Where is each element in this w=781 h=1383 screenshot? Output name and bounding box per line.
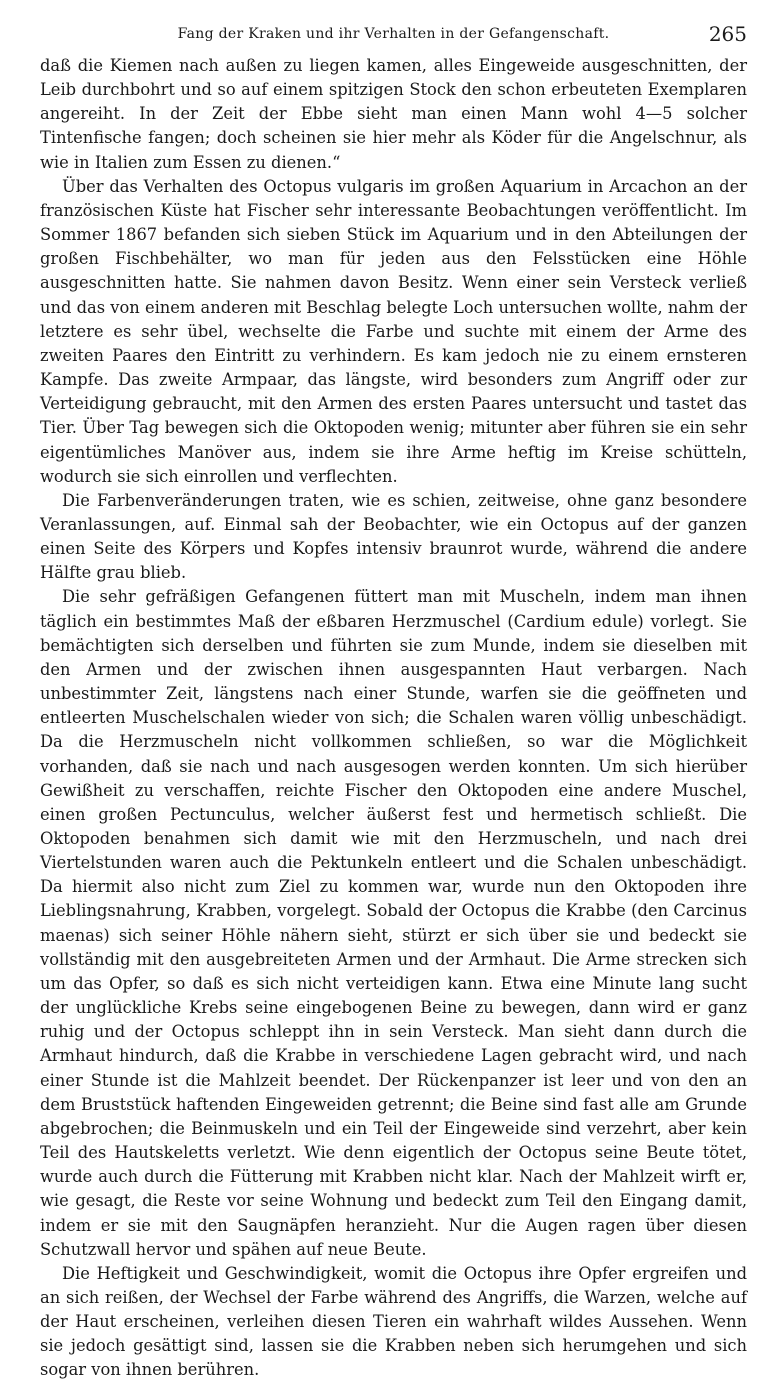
page-header [40,22,747,48]
paragraph-feeding: Die sehr gefräßigen Gefangenen füttert man mit Muscheln, indem man ihnen täglich ein bestimmtes Maß der eßbaren Herzmuschel (Cardium edule) vorlegt. Sie bemächtigten sich derselben und führten sie zum Munde, indem sie dieselben mit den Armen und der zwischen ihnen ausgespannten Haut verbargen. Nach unbestimmter Zeit, längstens nach einer Stunde, warfen sie die geöffneten und entleerten Muschelschalen wieder von sich; die Schalen waren völlig unbeschädigt. Da die Herzmuscheln nicht vollkommen schließen, so war die Möglichkeit vorhanden, daß sie nach und nach ausgesogen werden konnten. Um sich hierüber Gewißheit zu verschaffen, reichte Fischer den Oktopoden eine andere Muschel, einen großen Pectunculus, welcher äußerst fest und hermetisch schließt. Die Oktopoden benahmen sich damit wie mit den Herzmuscheln, und nach drei Viertelstunden waren auch die Pektunkeln entleert und die Schalen unbeschädigt. Da hiermit also nicht zum Ziel zu kommen war, wurde nun den Oktopoden ihre Lieblingsnahrung, Krabben, vorgelegt. Sobald der Octopus die Krabbe (den Carcinus maenas) sich seiner Höhle nähern sieht, stürzt er sich über sie und bedeckt sie vollständig mit den ausgebreiteten Armen und der Armhaut. Die Arme strecken sich um das Opfer, so daß es sich nicht verteidigen kann. Etwa eine Minute lang sucht der unglückliche Krebs seine eingebogenen Beine zu bewegen, dann wird er ganz ruhig und der Octopus schleppt ihn in sein Versteck. Man sieht dann durch die Armhaut hindurch, daß die Krabbe in verschiedene Lagen gebracht wird, und nach einer Stunde ist die Mahlzeit beendet. Der Rückenpanzer ist leer und von den an dem Bruststück haftenden Eingeweiden getrennt; die Beine sind fast alle am Grunde abgebrochen; die Beinmuskeln und ein Teil der Eingeweide sind verzehrt, aber kein Teil des Hautskeletts verletzt. Wie denn eigentlich der Octopus seine Beute tötet, wurde auch durch die Fütterung mit Krabben nicht klar. Nach der Mahlzeit wirft er, wie gesagt, die Reste vor seine Wohnung und bedeckt zum Teil den Eingang damit, indem er sie mit den Saugnäpfen heranzieht. Nur die Augen ragen über diesen Schutzwall hervor und spähen auf neue Beute. [40,587,747,1259]
paragraph-aquarium-behavior: Über das Verhalten des Octopus vulgaris im großen Aquarium in Arcachon an der französischen Küste hat Fischer sehr interessante Beobachtungen veröffentlicht. Im Sommer 1867 befanden sich sieben Stück im Aquarium und in den Abteilungen der großen Fischbehälter, wo man für jeden aus den Felsstücken eine Höhle ausgeschnitten hatte. Sie nahmen davon Besitz. Wenn einer sein Versteck verließ und das von einem anderen mit Beschlag belegte Loch untersuchen wollte, nahm der letztere es sehr übel, wechselte die Farbe und suchte mit einem der Arme des zweiten Paares den Eintritt zu verhindern. Es kam jedoch nie zu einem ernsteren Kampfe. Das zweite Armpaar, das längste, wird besonders zum Angriff oder zur Verteidigung gebraucht, mit den Armen des ersten Paares untersucht und tastet das Tier. Über Tag bewegen sich die Oktopoden wenig; mitunter aber führen sie ein sehr eigentümliches Manöver aus, indem sie ihre Arme heftig im Kreise schütteln, wodurch sie sich einrollen und verflechten. [40,176,747,486]
running-title: Fang der Kraken und ihr Verhalten in der Gefangenschaft. [177,26,610,42]
paragraph-continuation: daß die Kiemen nach außen zu liegen kamen, alles Eingeweide ausgeschnitten, der Leib durchbohrt und so auf einem spitzigen Stock den schon erbeuteten Exemplaren angereiht. In der Zeit der Ebbe sieht man einen Mann wohl 4—5 solcher Tintenfische fangen; doch scheinen sie hier mehr als Köder für die Angelschnur, als wie in Italien zum Essen zu dienen.“ [40,56,747,172]
paragraph-ferocity: Die Heftigkeit und Geschwindigkeit, womit die Octopus ihre Opfer ergreifen und an sich reißen, der Wechsel der Farbe während des Angriffs, die Warzen, welche auf der Haut erscheinen, verleihen diesen Tieren ein wahrhaft wildes Aussehen. Wenn sie jedoch gesättigt sind, lassen sie die Krabben neben sich herumgehen und sich sogar von ihnen berühren. [40,1263,747,1380]
paragraph-color-changes: Die Farbenveränderungen traten, wie es schien, zeitweise, ohne ganz besondere Veranlassungen, auf. Einmal sah der Beobachter, wie ein Octopus auf der ganzen einen Seite des Körpers und Kopfes intensiv braunrot wurde, während die andere Hälfte grau blieb. [40,490,747,583]
page-number: 265 [708,22,747,46]
body-text [40,54,747,1383]
